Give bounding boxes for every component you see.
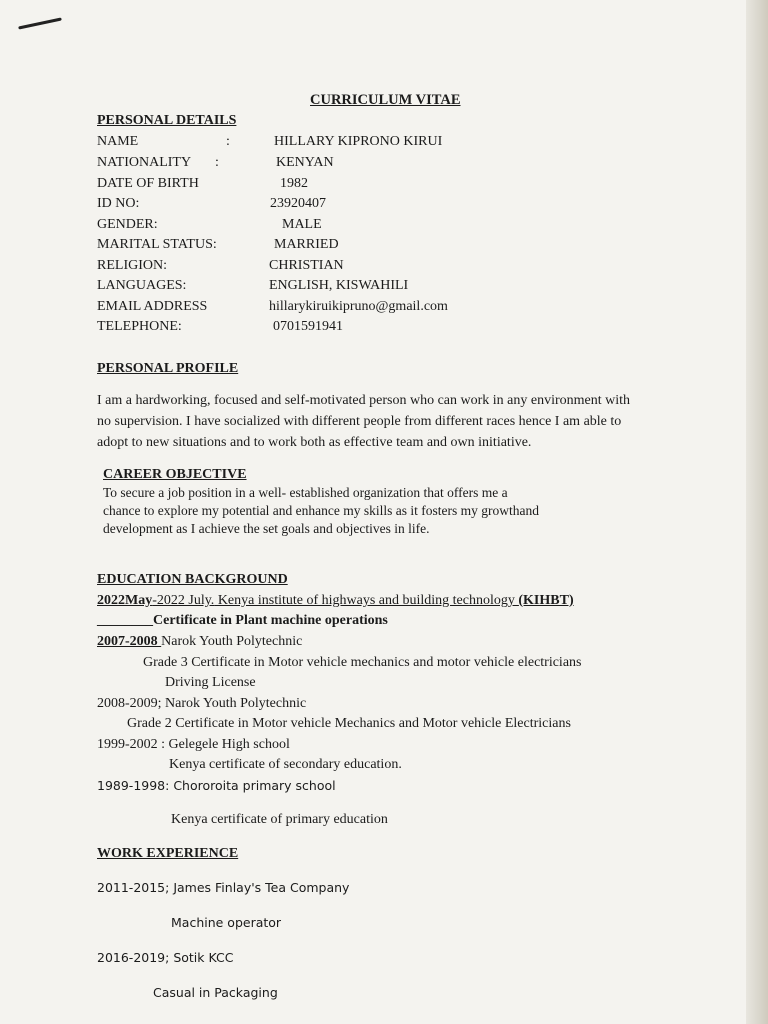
profile-line: I am a hardworking, focused and self-motivated person who can work in any environment with [97,393,631,408]
education-heading: EDUCATION BACKGROUND [97,572,288,587]
education-certificate: Grade 3 Certificate in Motor vehicle mechanics and motor vehicle electricians [143,655,582,670]
profile-line: adopt to new situations and to work both as effective team and own initiative. [97,435,532,450]
certificate-text: Certificate in Plant machine operations [153,613,388,628]
detail-label: LANGUAGES: [97,278,187,293]
education-entry-gelegele: 1999-2002 : Gelegele High school [97,737,290,752]
education-driving-license: Driving License [165,675,256,690]
education-certificate: Kenya certificate of secondary education. [169,757,402,772]
education-institution: Kenya institute of highways and building technology [214,593,519,608]
work-role: Machine operator [171,915,282,930]
objective-line: development as I achieve the set goals and objectives in life. [103,521,430,536]
education-date: 2007-2008 [97,634,162,649]
detail-label: ID NO: [97,196,140,211]
detail-value-dob: 1982 [280,176,308,191]
detail-value-email: hillarykiruikipruno@gmail.com [269,299,448,314]
education-entry-narok-2008: 2008-2009; Narok Youth Polytechnic [97,696,307,711]
detail-separator: : [226,134,230,149]
work-experience-heading: WORK EXPERIENCE [97,846,239,861]
career-objective-heading: CAREER OBJECTIVE [103,467,247,482]
detail-label: NATIONALITY [97,155,192,170]
detail-value-languages: ENGLISH, KISWAHILI [269,278,409,293]
pen-mark [18,17,62,29]
education-entry-chororoita: 1989-1998: Chororoita primary school [97,778,336,793]
detail-separator: : [215,155,219,170]
detail-label: RELIGION: [97,258,167,273]
education-certificate: Kenya certificate of primary education [171,812,388,827]
work-role: Casual in Packaging [153,985,278,1000]
detail-label: MARITAL STATUS: [97,237,217,252]
work-entry-james-finlay: 2011-2015; James Finlay's Tea Company [97,880,350,895]
objective-line: chance to explore my potential and enhance my skills as it fosters my growthand [103,503,540,518]
education-certificate: Grade 2 Certificate in Motor vehicle Mechanics and Motor vehicle Electricians [127,716,571,731]
detail-label: DATE OF BIRTH [97,176,199,191]
personal-details-heading: PERSONAL DETAILS [97,113,237,128]
detail-label: EMAIL ADDRESS [97,299,208,314]
personal-profile-heading: PERSONAL PROFILE [97,361,239,376]
detail-value-nationality: KENYAN [276,155,334,170]
education-entry-kihbt [97,592,574,609]
detail-value-name: HILLARY KIPRONO KIRUI [274,134,443,149]
education-certificate-plant [97,612,388,629]
detail-value-marital: MARRIED [274,237,339,252]
work-entry-sotik-kcc: 2016-2019; Sotik KCC [97,950,234,965]
profile-line: no supervision. I have socialized with different people from different races hence I am able to [97,414,622,429]
detail-label: GENDER: [97,217,158,232]
education-date-end: -2022 July. [152,593,215,608]
detail-value-religion: CHRISTIAN [269,258,344,273]
detail-value-id: 23920407 [270,196,326,211]
objective-line: To secure a job position in a well- established organization that offers me a [103,485,508,500]
page-title: CURRICULUM VITAE [310,92,461,108]
education-entry-narok-2007 [97,633,302,650]
detail-label: TELEPHONE: [97,319,182,334]
blank-line: ________ [97,613,153,628]
education-institution: Narok Youth Polytechnic [161,634,303,649]
detail-value-telephone: 0701591941 [273,319,343,334]
education-abbreviation: (KIHBT) [518,593,574,608]
detail-label: NAME [97,134,139,149]
detail-value-gender: MALE [282,217,322,232]
education-date: 2022May [97,593,153,608]
scan-edge-shadow [746,0,768,1024]
career-objective-text [103,484,539,538]
personal-profile-text [97,390,630,453]
